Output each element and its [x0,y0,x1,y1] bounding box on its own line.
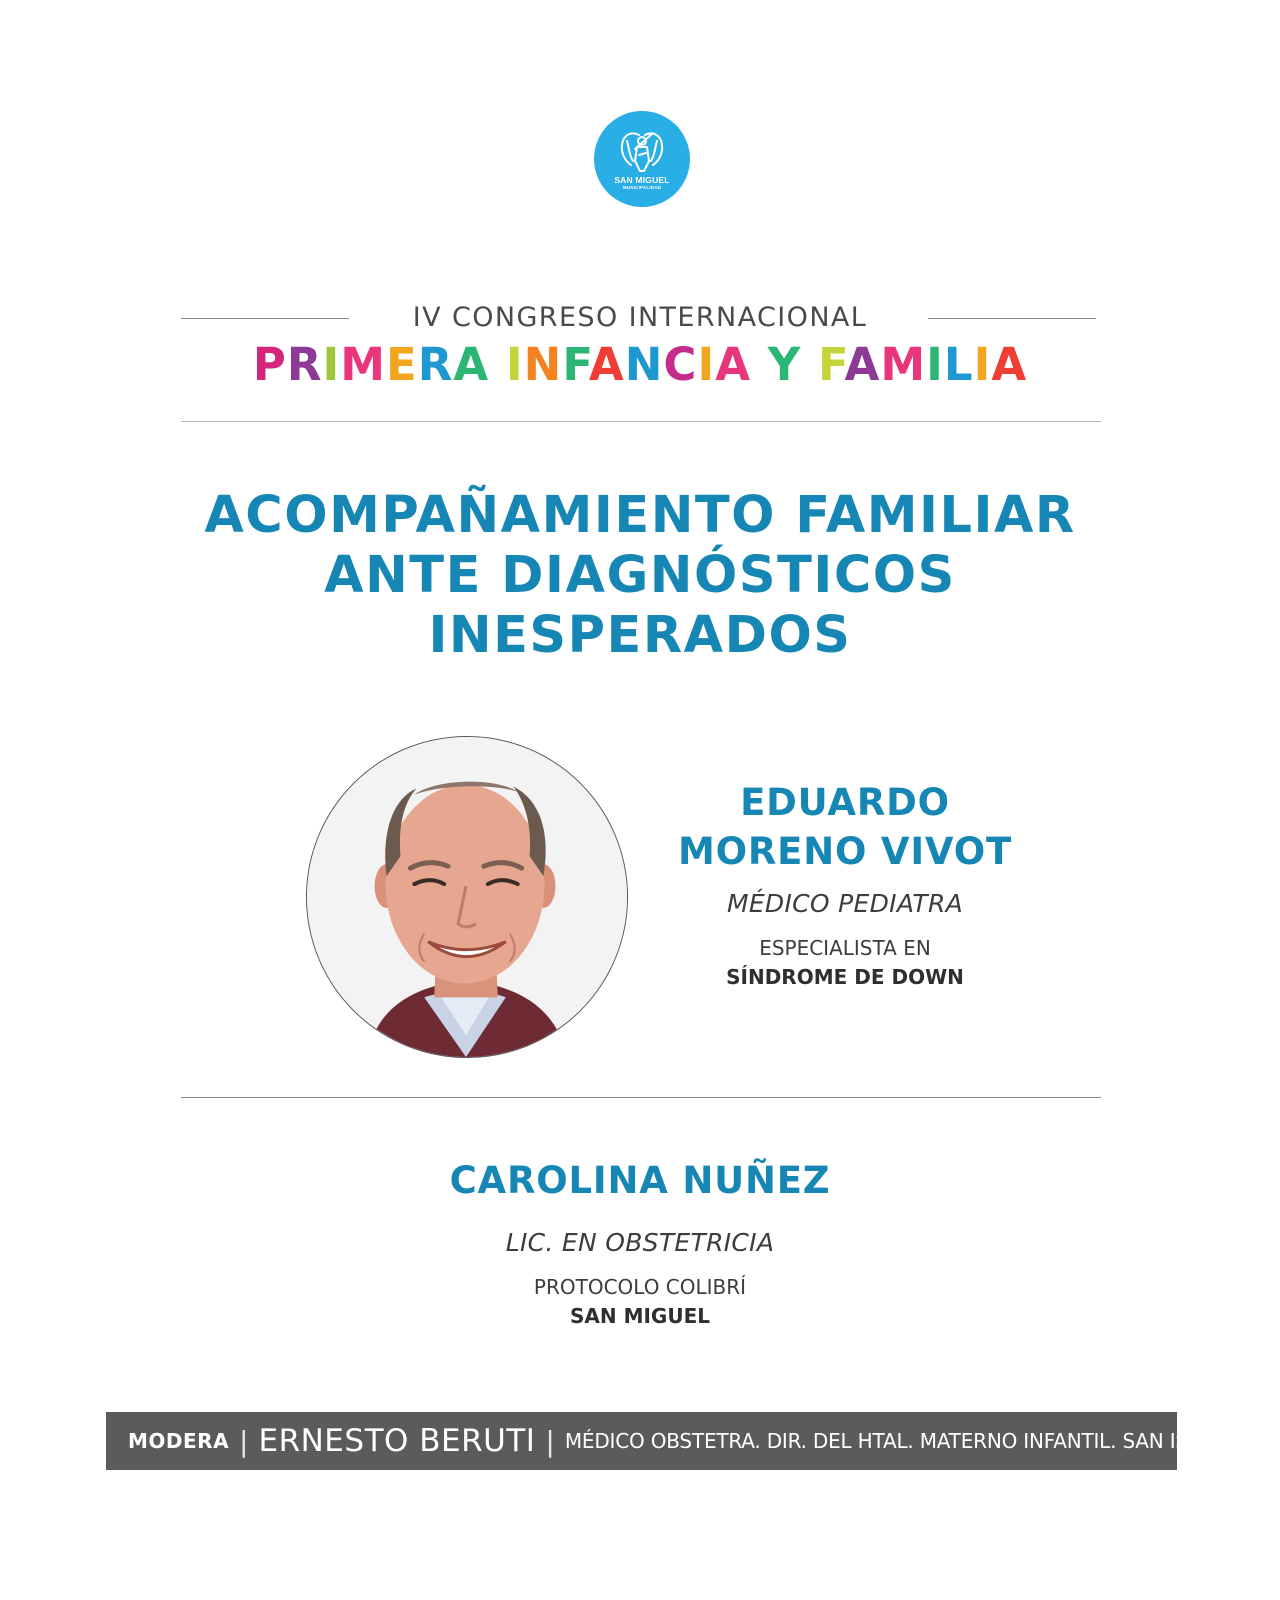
speaker-1-specialty: SÍNDROME DE DOWN [726,965,964,989]
speaker-1-specialty-label: ESPECIALISTA EN [759,936,931,960]
congress-name-letter [801,338,818,391]
congress-name-letter: R [286,338,323,391]
speakers-divider [181,1097,1101,1098]
talk-title [100,486,1180,666]
congress-name-letter: I [697,338,716,391]
speaker-1-role: MÉDICO PEDIATRA [726,889,964,918]
congress-edition: IV CONGRESO INTERNACIONAL [412,302,868,333]
congress-name-letter: L [943,338,974,391]
congress-name-letter: C [663,338,698,391]
congress-name-letter [751,338,768,391]
san-miguel-logo [594,111,690,207]
talk-title-line: INESPERADOS [428,606,852,665]
congress-name-letter: M [340,338,386,391]
congress-name-letter: M [880,338,927,391]
speaker-2 [340,1156,940,1331]
congress-name-letter: R [417,338,454,391]
moderator-description: MÉDICO OBSTETRA. DIR. DEL HTAL. MATERNO INFANTIL. SAN ISIDRO [564,1429,1239,1453]
congress-name-letter: F [817,338,845,391]
header-bottom-rule [181,421,1101,422]
congress-name-letter: A [453,338,490,391]
logo-name: SAN MIGUEL [614,174,670,185]
congress-name-letter: A [715,338,752,391]
congress-name-letter: E [386,338,418,391]
moderator-separator: | [239,1424,249,1458]
congress-name [160,336,1120,394]
speaker-1-name-line2: MORENO VIVOT [677,830,1013,873]
congress-name-letter: Y [767,338,802,391]
talk-title-line: ACOMPAÑAMIENTO FAMILIAR [204,486,1076,545]
congress-name-letter: A [991,338,1028,391]
congress-name-letter [489,338,506,391]
speaker-1 [650,778,1040,992]
moderator-bar [106,1412,1239,1470]
congress-name-letter: I [322,338,341,391]
speaker-2-name: CAROLINA NUÑEZ [449,1159,831,1202]
angel-emblem-icon [615,127,669,177]
speaker-2-location: SAN MIGUEL [570,1304,710,1328]
speaker-portrait [307,737,627,1057]
logo-subtitle: MUNICIPALIDAD [622,184,662,190]
congress-name-letter: P [252,338,287,391]
moderator-label: MODERA [128,1429,230,1453]
moderator-separator: | [545,1424,555,1458]
congress-name-letter: A [588,338,625,391]
speaker-2-role: LIC. EN OBSTETRICIA [505,1228,775,1257]
congress-name-letter: A [844,338,881,391]
congress-name-letter: F [562,338,589,391]
congress-name-letter: N [624,338,664,391]
talk-title-line: ANTE DIAGNÓSTICOS [324,546,956,605]
speaker-photo [306,736,628,1058]
moderator-name: ERNESTO BERUTI [258,1423,536,1459]
congress-name-letter: I [973,338,992,391]
speaker-2-program: PROTOCOLO COLIBRÍ [533,1275,747,1299]
congress-name-letter: N [523,338,563,391]
congress-name-letter: I [505,338,524,391]
speaker-1-name-line1: EDUARDO [740,781,950,824]
congress-name-letter: I [926,338,944,391]
